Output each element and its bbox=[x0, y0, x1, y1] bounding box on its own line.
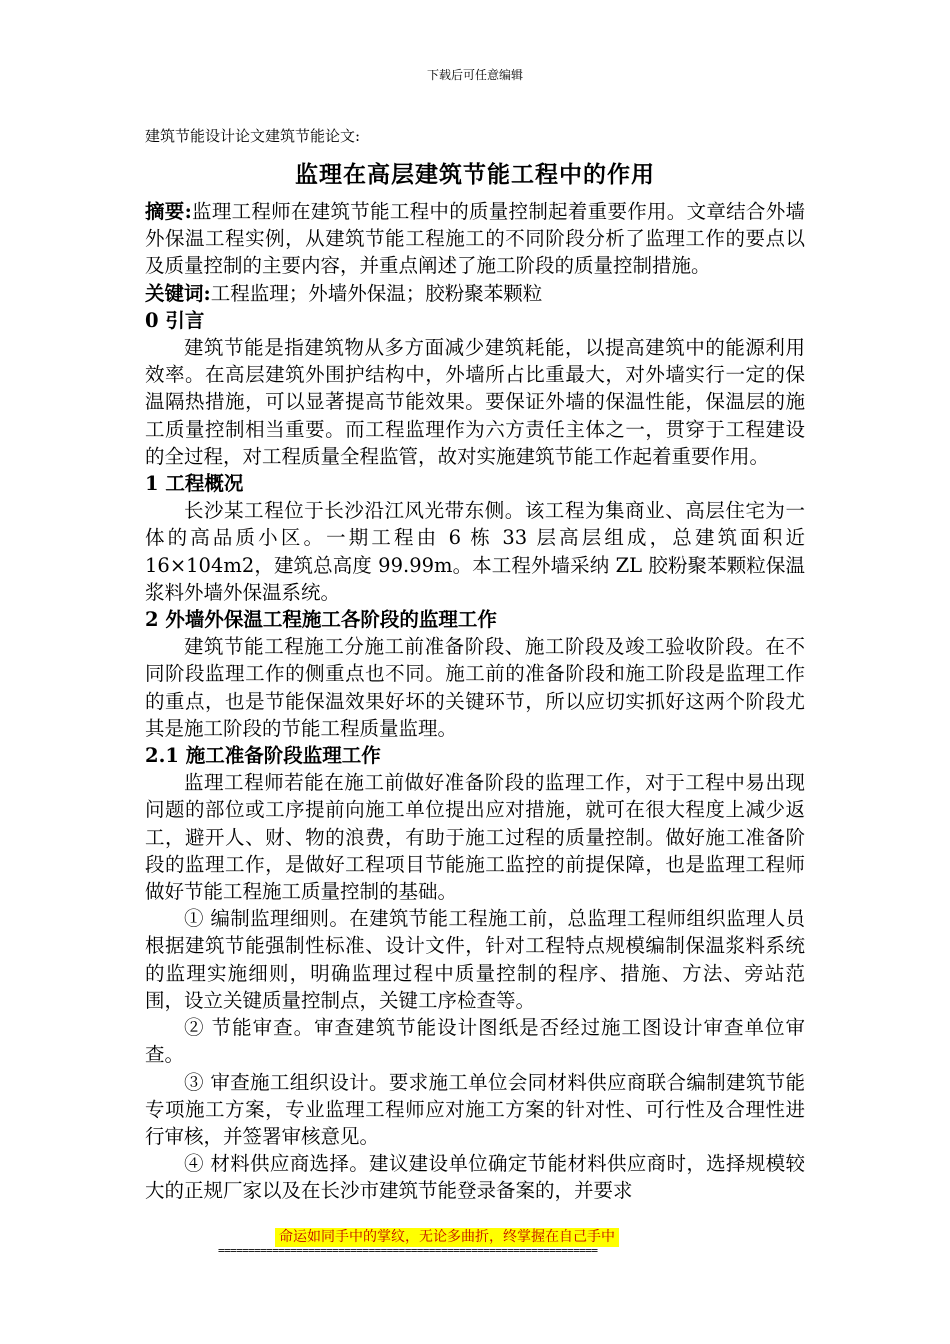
abstract-text: 监理工程师在建筑节能工程中的质量控制起着重要作用。文章结合外墙外保温工程实例，从建筑节能工程施工的不同阶段分析了监理工作的要点以及质量控制的主要内容，并重点阐述了施工阶段的质量控制措施。 bbox=[145, 200, 805, 278]
document-body bbox=[145, 198, 805, 1205]
section-2-1-paragraph-3: ② 节能审查。审查建筑节能设计图纸是否经过施工图设计审查单位审查。 bbox=[145, 1016, 805, 1067]
section-2-1-paragraph-2: ① 编制监理细则。在建筑节能工程施工前，总监理工程师组织监理人员根据建筑节能强制性标准、设计文件，针对工程特点规模编制保温浆料系统的监理实施细则，明确监理过程中质量控制的程序、措施、方法、旁站范围，设立关键质量控制点，关键工序检查等。 bbox=[145, 907, 805, 1012]
section-2-1-paragraph-5: ④ 材料供应商选择。建议建设单位确定节能材料供应商时，选择规模较大的正规厂家以及在长沙市建筑节能登录备案的，并要求 bbox=[145, 1152, 805, 1203]
section-2-1-paragraph-1: 监理工程师若能在施工前做好准备阶段的监理工作，对于工程中易出现问题的部位或工序提前向施工单位提出应对措施，就可在很大程度上减少返工，避开人、财、物的浪费，有助于施工过程的质量控制。做好施工准备阶段的监理工作，是做好工程项目节能施工监控的前提保障，也是监理工程师做好节能工程施工质量控制的基础。 bbox=[145, 771, 805, 904]
keywords-label: 关键词: bbox=[145, 281, 211, 305]
section-0-paragraph: 建筑节能是指建筑物从多方面减少建筑耗能，以提高建筑中的能源利用效率。在高层建筑外围护结构中，外墙所占比重最大，对外墙实行一定的保温隔热措施，可以显著提高节能效果。要保证外墙的保温性能，保温层的施工质量控制相当重要。而工程监理作为六方责任主体之一，贯穿于工程建设的全过程，对工程质量全程监管，故对实施建筑节能工作起着重要作用。 bbox=[145, 336, 805, 468]
section-2-1-paragraph-4: ③ 审查施工组织设计。要求施工单位会同材料供应商联合编制建筑节能专项施工方案，专业监理工程师应对施工方案的针对性、可行性及合理性进行审核，并签署审核意见。 bbox=[145, 1070, 805, 1148]
footer-motto: 命运如同手中的掌纹，无论多曲折，终掌握在自己手中 bbox=[275, 1228, 619, 1247]
footer-divider: =============================================================== bbox=[218, 1244, 598, 1257]
header-note: 下载后可任意编辑 bbox=[426, 68, 523, 82]
section-heading-2-1: 2.1 施工准备阶段监理工作 bbox=[145, 744, 381, 768]
section-heading-0: 0 引言 bbox=[145, 308, 205, 332]
section-1-paragraph: 长沙某工程位于长沙沿江风光带东侧。该工程为集商业、高层住宅为一体的高品质小区。一期工程由 6 栋 33 层高层组成，总建筑面积近 16×104m2，建筑总高度 99.99m。本工程外墙采纳 ZL 胶粉聚苯颗粒保温浆料外墙外保温系统。 bbox=[145, 499, 805, 604]
document-subtitle: 建筑节能设计论文建筑节能论文: bbox=[145, 127, 361, 145]
document-title: 监理在高层建筑节能工程中的作用 bbox=[295, 161, 655, 188]
section-heading-1: 1 工程概况 bbox=[145, 472, 244, 496]
keywords-text: 工程监理；外墙外保温；胶粉聚苯颗粒 bbox=[210, 281, 543, 305]
abstract-paragraph bbox=[145, 198, 805, 280]
section-heading-2: 2 外墙外保温工程施工各阶段的监理工作 bbox=[145, 608, 497, 632]
section-2-paragraph: 建筑节能工程施工分施工前准备阶段、施工阶段及竣工验收阶段。在不同阶段监理工作的侧重点也不同。施工前的准备阶段和施工阶段是监理工作的重点，也是节能保温效果好坏的关键环节，所以应切实抓好这两个阶段尤其是施工阶段的节能工程质量监理。 bbox=[145, 635, 805, 740]
keywords-paragraph bbox=[145, 280, 805, 307]
abstract-label: 摘要: bbox=[145, 200, 192, 223]
